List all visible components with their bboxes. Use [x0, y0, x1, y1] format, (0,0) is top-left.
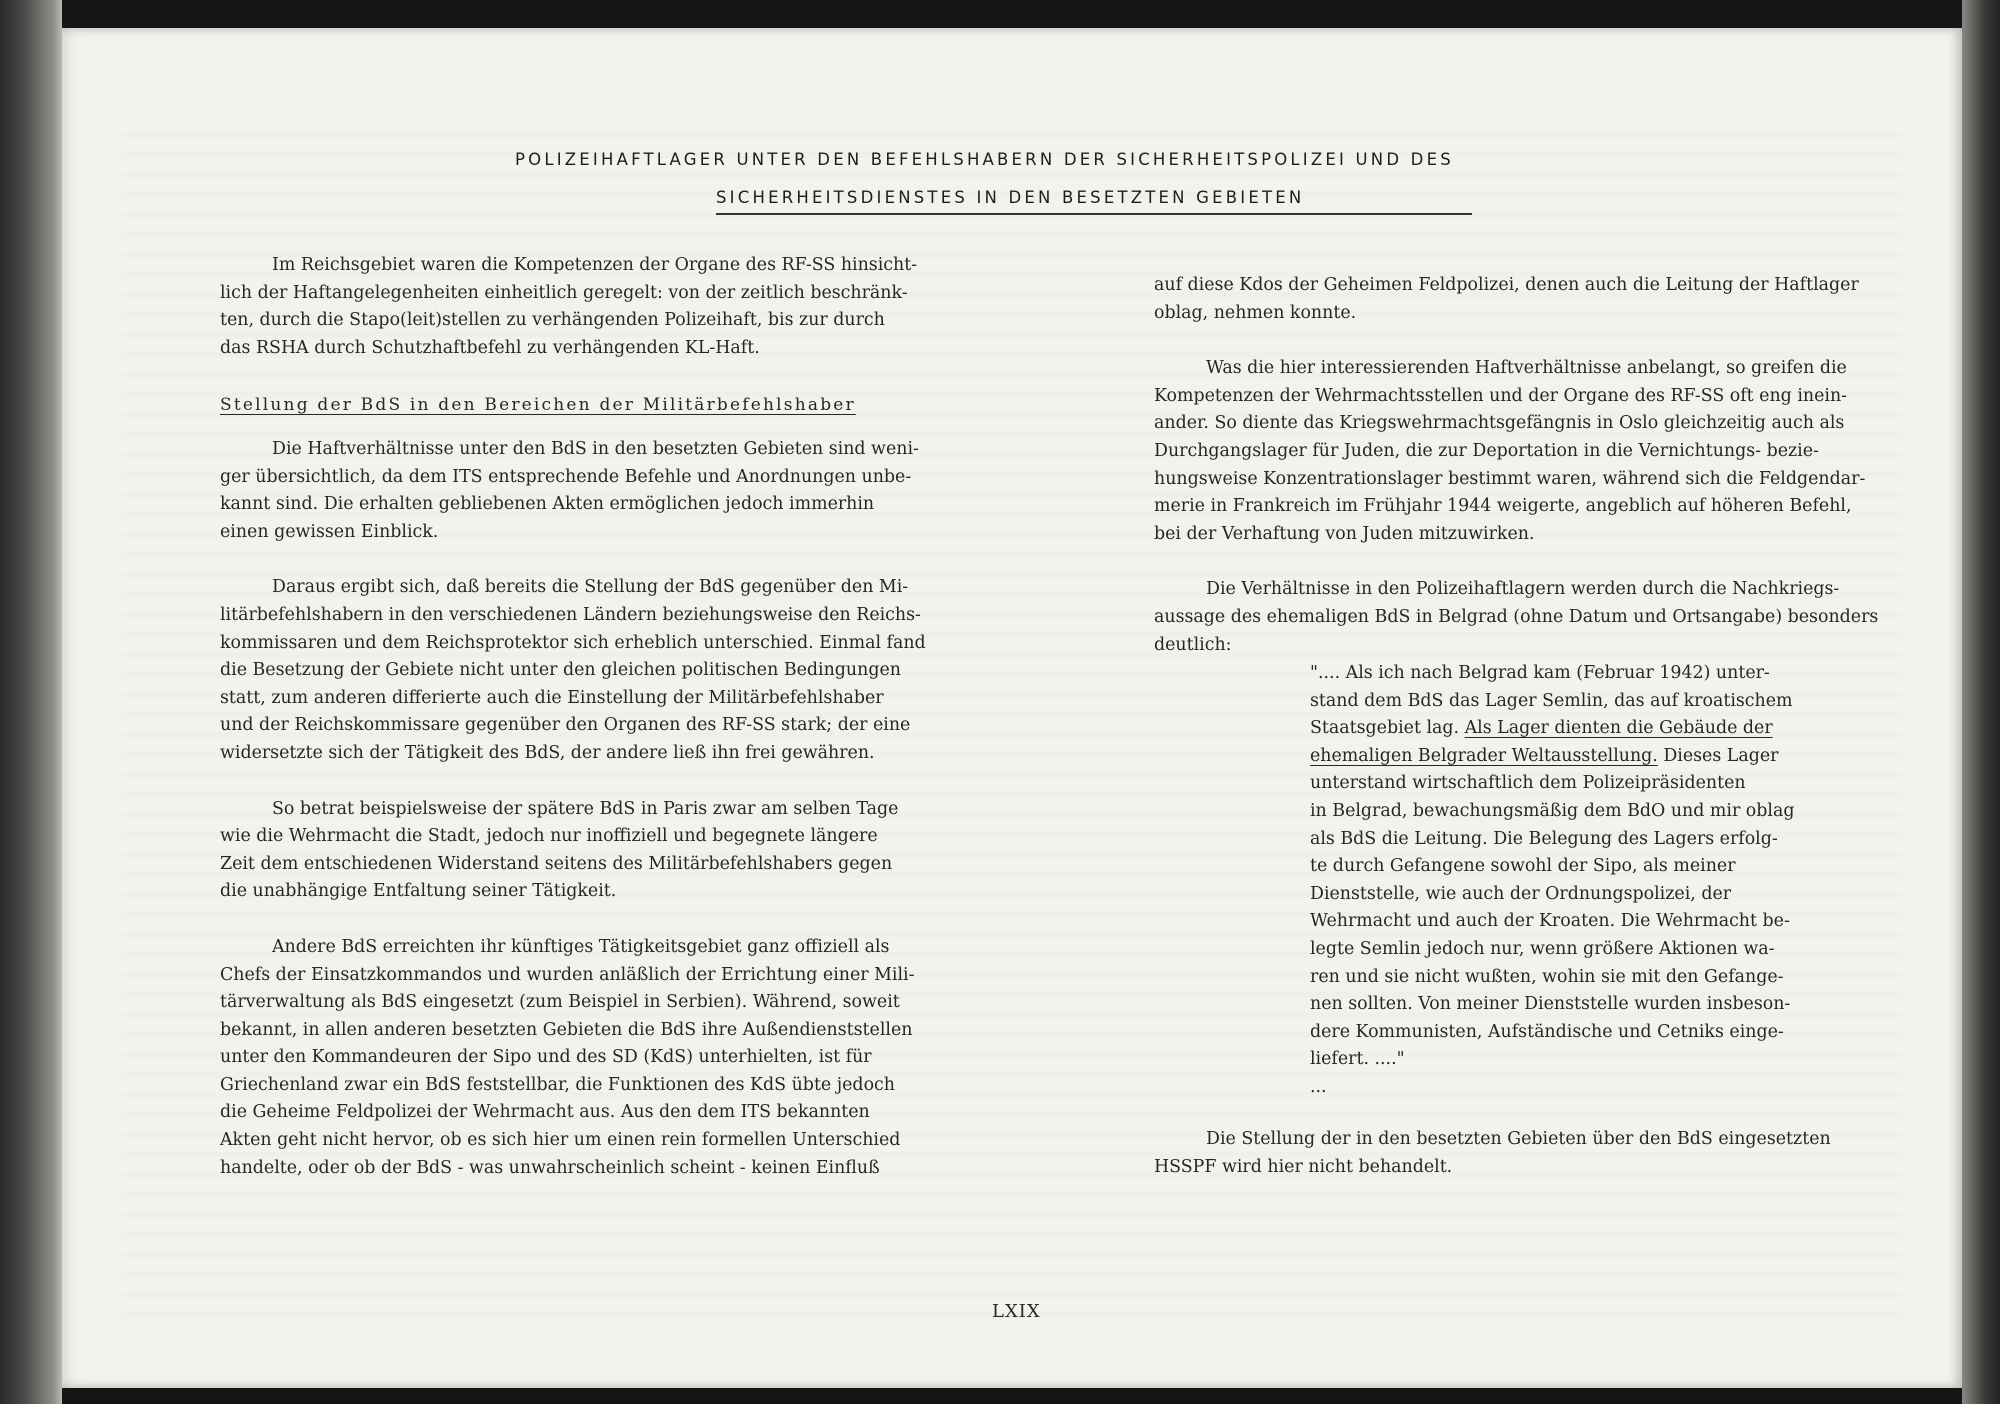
- text-line: Im Reichsgebiet waren die Kompetenzen der Organe des RF-SS hinsicht-: [272, 255, 918, 275]
- quote-line: in Belgrad, bewachungsmäßig dem BdO und mir oblag: [1310, 800, 1795, 821]
- document-title-line-1: POLIZEIHAFTLAGER UNTER DEN BEFEHLSHABERN DER SICHERHEITSPOLIZEI UND DES: [515, 150, 1454, 169]
- text-line: widersetzte sich der Tätigkeit des BdS, der andere ließ ihn frei gewähren.: [220, 742, 875, 763]
- page-right-edge: [1962, 0, 2000, 1404]
- text-line: unter den Kommandeuren der Sipo und des SD (KdS) unterhielten, ist für: [220, 1047, 872, 1068]
- quote-line: als BdS die Leitung. Die Belegung des Lagers erfolg-: [1310, 828, 1778, 849]
- text-line: Zeit dem entschiedenen Widerstand seitens des Militärbefehlshabers gegen: [220, 853, 893, 874]
- testimony-quote: [1310, 660, 1794, 1102]
- quote-line: Dienststelle, wie auch der Ordnungspolizei, der: [1310, 883, 1732, 904]
- right-paragraph-2: [1154, 355, 1878, 548]
- text-line: tärverwaltung als BdS eingesetzt (zum Beispiel in Serbien). Während, soweit: [220, 992, 900, 1013]
- text-line: und der Reichskommissare gegenüber den Organen des RF-SS stark; der eine: [220, 715, 911, 736]
- left-paragraph-4: [220, 796, 926, 906]
- text-line: Die Verhältnisse in den Polizeihaftlagern werden durch die Nachkriegs-: [1206, 579, 1840, 600]
- right-paragraph-4: [1154, 1126, 1831, 1181]
- text-line: ander. So diente das Kriegswehrmachtsgefängnis in Oslo gleichzeitig auch als: [1154, 413, 1845, 434]
- section-heading-text: Stellung der BdS in den Bereichen der Militärbefehlshaber: [220, 395, 856, 415]
- text-line: oblag, nehmen konnte.: [1154, 302, 1357, 323]
- text-line: deutlich:: [1154, 634, 1232, 655]
- text-line: Die Haftverhältnisse unter den BdS in den besetzten Gebieten sind weni-: [272, 439, 919, 459]
- quote-line: ren und sie nicht wußten, wohin sie mit den Gefange-: [1310, 966, 1784, 987]
- text-line: ten, durch die Stapo(leit)stellen zu verhängenden Polizeihaft, bis zur durch: [220, 310, 885, 331]
- text-line: kommissaren und dem Reichsprotektor sich erheblich unterschied. Einmal fand: [220, 632, 926, 653]
- section-heading: [220, 392, 856, 420]
- right-column: [1154, 272, 1878, 659]
- quote-line: dere Kommunisten, Aufständische und Cetniks einge-: [1310, 1021, 1784, 1042]
- right-paragraph-1: [1154, 272, 1878, 327]
- left-column-body: [220, 436, 926, 1182]
- text-line: handelte, oder ob der BdS - was unwahrscheinlich scheint - keinen Einfluß: [220, 1157, 880, 1178]
- left-paragraph-3: [220, 574, 926, 767]
- quote-line: legte Semlin jedoch nur, wenn größere Aktionen wa-: [1310, 938, 1775, 959]
- text-line: einen gewissen Einblick.: [220, 521, 439, 542]
- text-line: die Besetzung der Gebiete nicht unter den gleichen politischen Bedingungen: [220, 660, 901, 681]
- text-line: ger übersichtlich, da dem ITS entsprechende Befehle und Anordnungen unbe-: [220, 466, 912, 487]
- text-line: Kompetenzen der Wehrmachtsstellen und der Organe des RF-SS oft eng inein-: [1154, 385, 1848, 406]
- text-line: das RSHA durch Schutzhaftbefehl zu verhängenden KL-Haft.: [220, 337, 760, 358]
- text-line: kannt sind. Die erhalten gebliebenen Akten ermöglichen jedoch immerhin: [220, 494, 875, 515]
- quote-line: ".... Als ich nach Belgrad kam (Februar 1942) unter-: [1310, 663, 1770, 683]
- quote-line: Wehrmacht und auch der Kroaten. Die Wehrmacht be-: [1310, 911, 1790, 932]
- document-title-line-2: SICHERHEITSDIENSTES IN DEN BESETZTEN GEBIETEN: [716, 188, 1305, 207]
- title-underline: [716, 213, 1472, 215]
- quote-text: Dieses Lager: [1657, 745, 1779, 766]
- right-paragraph-3: [1154, 576, 1878, 659]
- quote-line: unterstand wirtschaftlich dem Polizeipräsidenten: [1310, 773, 1746, 794]
- quote-line: nen sollten. Von meiner Dienststelle wurden insbeson-: [1310, 994, 1791, 1015]
- text-line: HSSPF wird hier nicht behandelt.: [1154, 1156, 1453, 1177]
- text-line: Griechenland zwar ein BdS feststellbar, die Funktionen des KdS übte jedoch: [220, 1074, 895, 1095]
- quote-underlined-text: Als Lager dienten die Gebäude der: [1464, 718, 1773, 739]
- quote-text: Staatsgebiet lag.: [1310, 718, 1465, 739]
- text-line: Daraus ergibt sich, daß bereits die Stellung der BdS gegenüber den Mi-: [272, 577, 909, 598]
- text-line: bekannt, in allen anderen besetzten Gebieten die BdS ihre Außendienststellen: [220, 1019, 913, 1040]
- left-paragraph-5: [220, 934, 926, 1182]
- quote-line: [1310, 743, 1794, 771]
- text-line: die unabhängige Entfaltung seiner Tätigkeit.: [220, 881, 617, 902]
- text-line: Durchgangslager für Juden, die zur Deportation in die Vernichtungs- bezie-: [1154, 440, 1819, 461]
- left-column: [220, 252, 917, 362]
- text-line: So betrat beispielsweise der spätere BdS in Paris zwar am selben Tage: [272, 798, 899, 819]
- quote-line: ...: [1310, 1076, 1327, 1097]
- quote-line: stand dem BdS das Lager Semlin, das auf kroatischem: [1310, 690, 1793, 711]
- quote-line: liefert. ....": [1310, 1049, 1405, 1070]
- text-line: lich der Haftangelegenheiten einheitlich geregelt: von der zeitlich beschränk-: [220, 282, 908, 303]
- text-line: Was die hier interessierenden Haftverhältnisse anbelangt, so greifen die: [1206, 358, 1847, 379]
- quote-underlined-text: ehemaligen Belgrader Weltausstellung.: [1310, 745, 1658, 766]
- left-paragraph-2: [220, 436, 926, 546]
- quote-line: te durch Gefangene sowohl der Sipo, als meiner: [1310, 856, 1736, 877]
- text-line: merie in Frankreich im Frühjahr 1944 weigerte, angeblich auf höheren Befehl,: [1154, 496, 1852, 517]
- quote-line: [1310, 715, 1794, 743]
- text-line: Andere BdS erreichten ihr künftiges Tätigkeitsgebiet ganz offiziell als: [272, 936, 890, 957]
- text-line: auf diese Kdos der Geheimen Feldpolizei, denen auch die Leitung der Haftlager: [1154, 275, 1859, 295]
- book-spine-edge: [0, 0, 62, 1404]
- text-line: bei der Verhaftung von Juden mitzuwirken.: [1154, 523, 1535, 544]
- text-line: litärbefehlshabern in den verschiedenen Ländern beziehungsweise den Reichs-: [220, 604, 921, 625]
- page-number: LXIX: [992, 1301, 1041, 1322]
- text-line: Die Stellung der in den besetzten Gebieten über den BdS eingesetzten: [1206, 1129, 1831, 1149]
- left-paragraph-1: [220, 252, 917, 362]
- text-line: aussage des ehemaligen BdS in Belgrad (ohne Datum und Ortsangabe) besonders: [1154, 606, 1879, 627]
- text-line: wie die Wehrmacht die Stadt, jedoch nur inoffiziell und begegnete längere: [220, 826, 878, 847]
- text-line: die Geheime Feldpolizei der Wehrmacht aus. Aus den dem ITS bekannten: [220, 1102, 870, 1123]
- text-line: hungsweise Konzentrationslager bestimmt waren, während sich die Feldgendar-: [1154, 468, 1866, 489]
- text-line: statt, zum anderen differierte auch die Einstellung der Militärbefehlshaber: [220, 687, 884, 708]
- document-page: [62, 28, 1962, 1388]
- text-line: Akten geht nicht hervor, ob es sich hier um einen rein formellen Unterschied: [220, 1130, 901, 1151]
- text-line: Chefs der Einsatzkommandos und wurden anläßlich der Errichtung einer Mili-: [220, 964, 915, 985]
